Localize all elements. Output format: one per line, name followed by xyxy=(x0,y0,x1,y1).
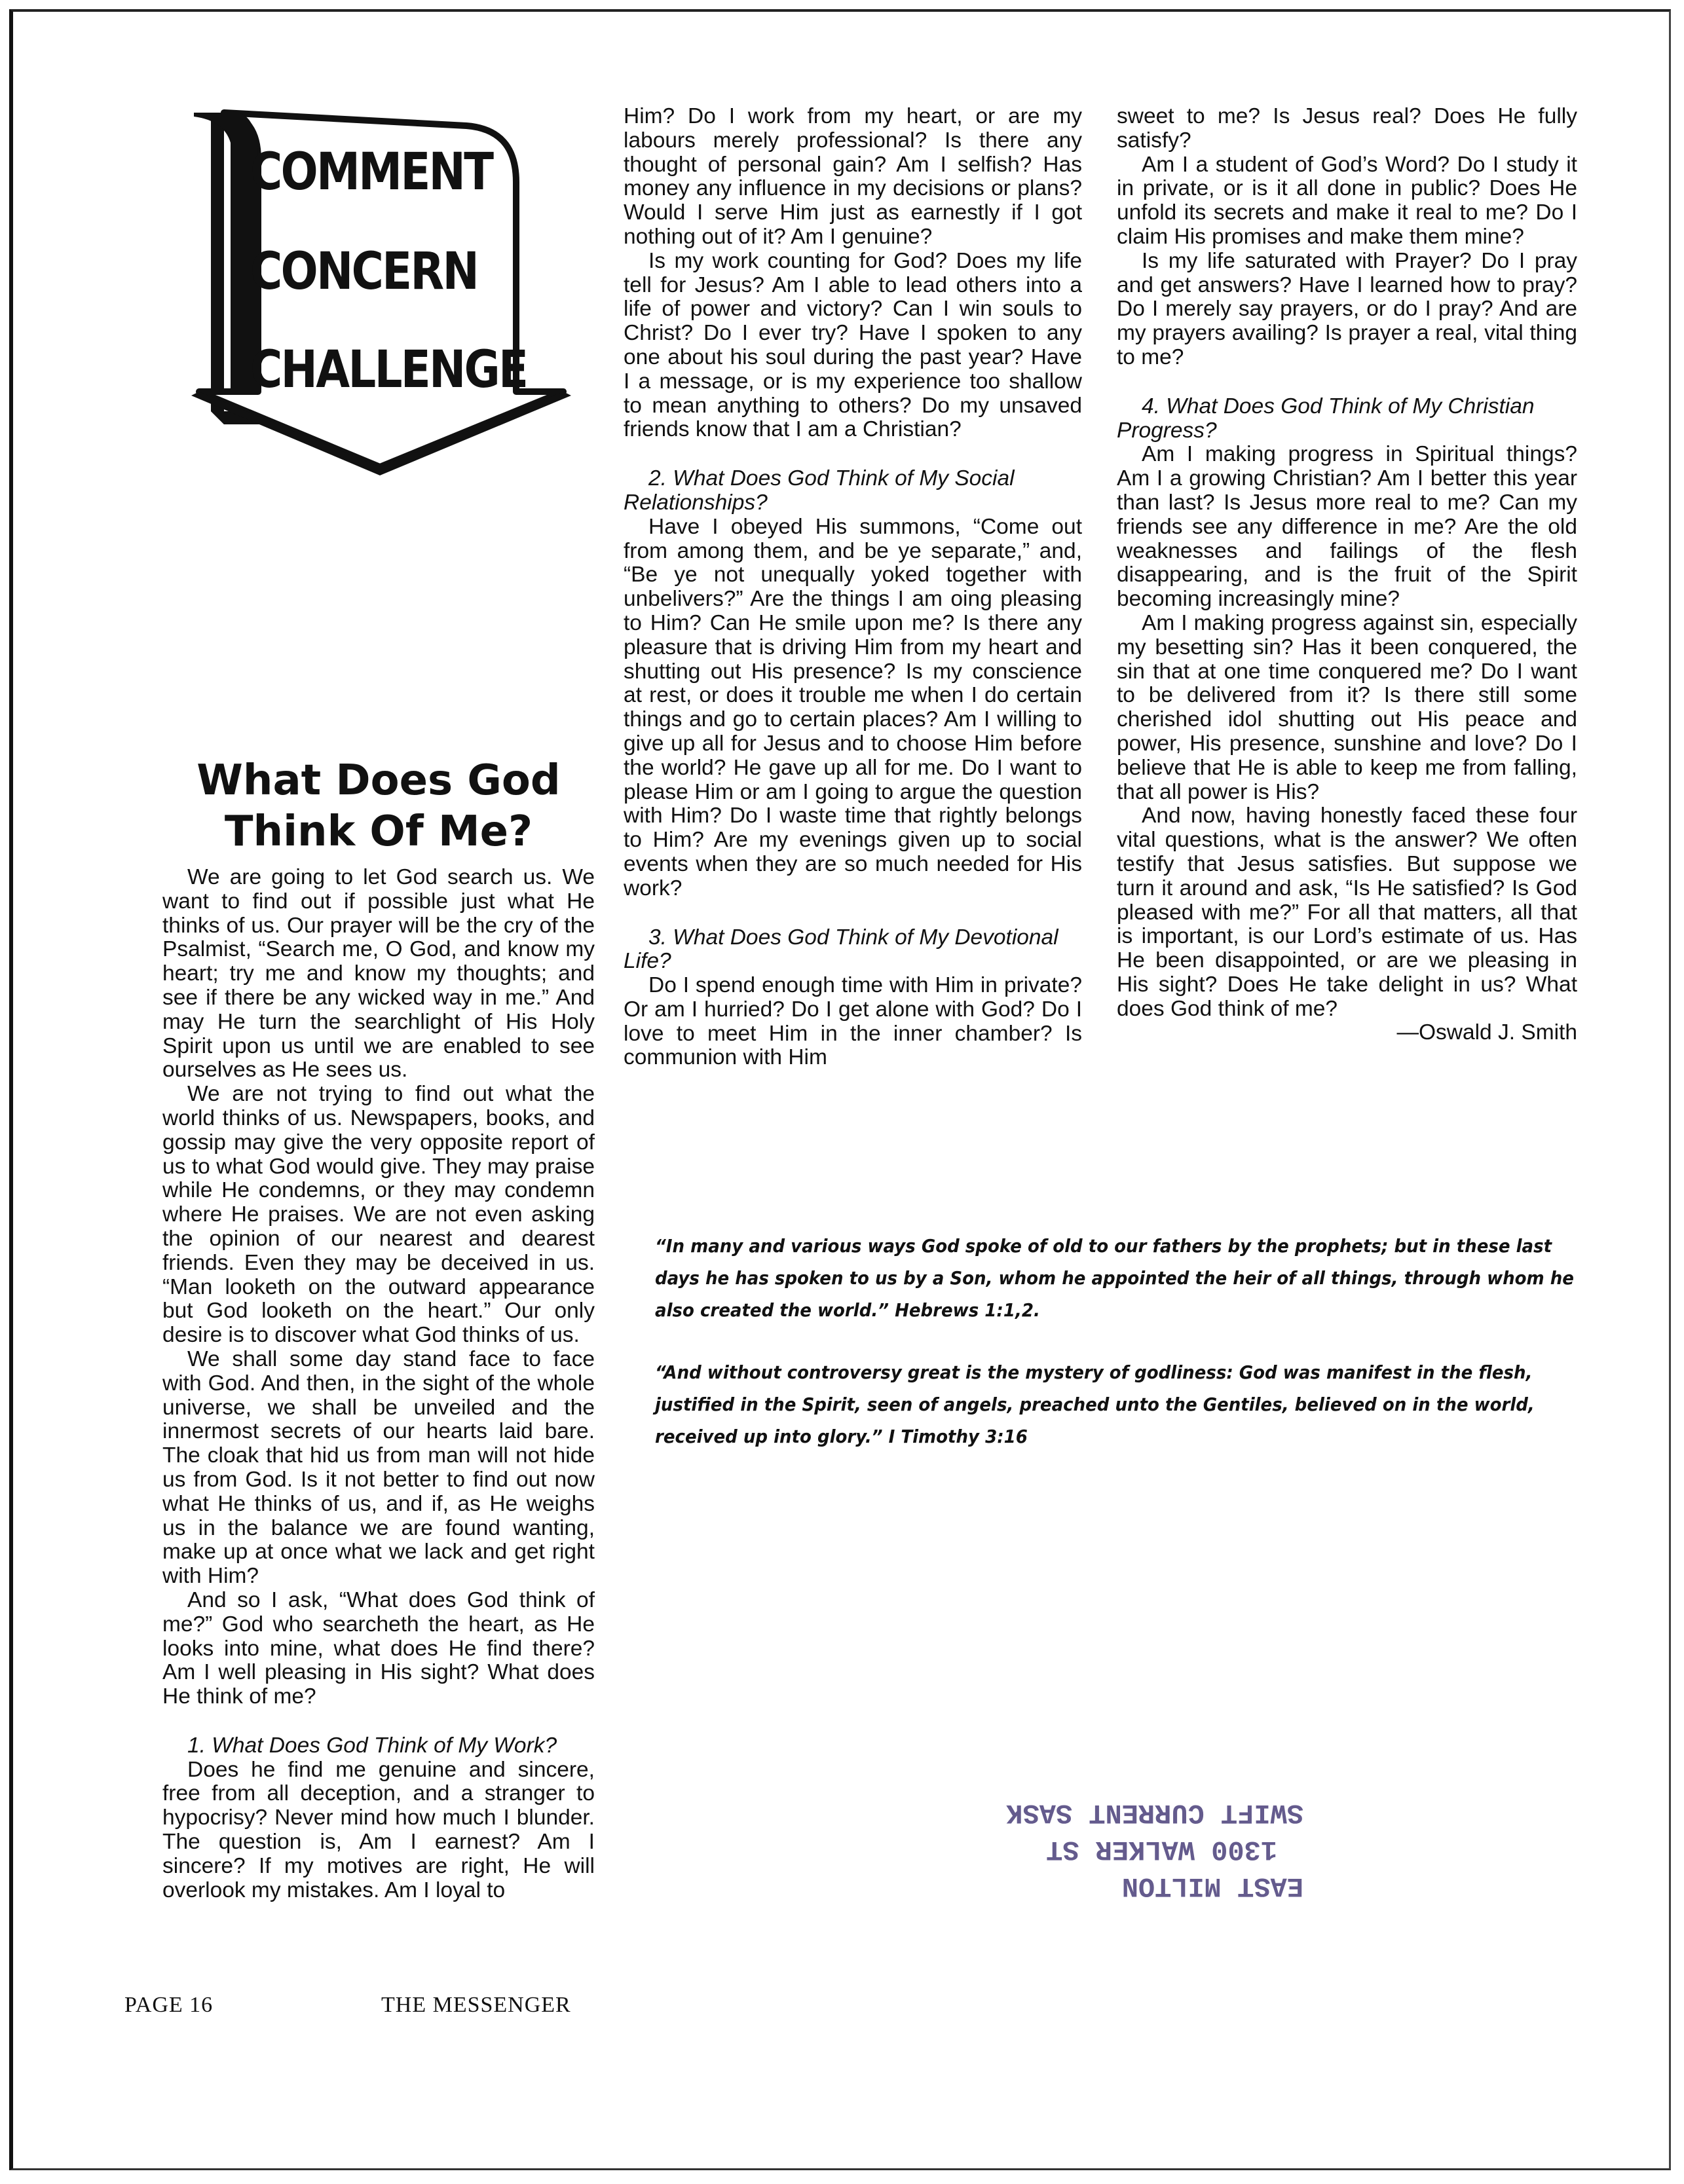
paragraph: We shall some day stand face to face with God. And then, in the sight of the whole universe, we shall be unveiled and the innermost secrets of our hearts laid bare. The cloak that hid us from man will not hide us from God. Is it not better to find out now what He thinks of us, and if, as He weighs us in the balance we are found wanting, make up at once what we lack and get right with Him? xyxy=(162,1346,595,1589)
logo-word-comment: COMMENT xyxy=(250,143,493,202)
scripture-quotes xyxy=(655,1230,1579,1483)
stamp-line: 1300 WALKER ST xyxy=(1046,1834,1277,1865)
stamp-line: EAST MILTON xyxy=(1121,1870,1303,1902)
paragraph: Do I spend enough time with Him in private? Or am I hurried? Do I get alone with God? Do I love to meet Him in the inner chamber? Is communion with Him xyxy=(624,973,1082,1070)
paragraph: Is my work counting for God? Does my life tell for Jesus? Am I able to lead others into a life of power and victory? Can I win souls to Christ? Do I ever try? Have I spoken to any one about his soul during the past year? Have I a message, or is my experience too shallow to mean anything to others? Do my unsaved friends know that I am a Christian? xyxy=(624,248,1082,442)
address-stamp xyxy=(937,1794,1303,1904)
section-heading-progress: 4. What Does God Think of My Christian Progress? xyxy=(1117,394,1535,443)
paragraph: Him? Do I work from my heart, or are my labours merely professional? Is there any thought of personal gain? Am I selfish? Has money any influence in my decisions or plans? Would I serve Him just as earnestly if I got nothing out of it? Am I genuine? xyxy=(624,104,1082,249)
paragraph: And now, having honestly faced these four vital questions, what is the answer? We often testify that Jesus satisfies. But suppose we turn it around and ask, “Is He satisfied? Is God pleased with me?” For all that matters, all that is important, is our Lord’s estimate of us. Has He been disappointed, or are we pleasing in His sight? Does He take delight in us? What does God think of me? xyxy=(1117,804,1577,1021)
article-title: What Does God Think Of Me? xyxy=(196,756,561,856)
paragraph: We are not trying to find out what the world thinks of us. Newspapers, books, and gossip may give the very opposite report of us to what God would give. They may praise while He condemns, or they may condemn where He praises. We are not even asking the opinion of our nearest and dearest friends. Even they may be deceived in us. “Man looketh on the outward appearance but God looketh on the heart.” Our only desire is to discover what God thinks of us. xyxy=(162,1082,595,1348)
section-heading-devotional: 3. What Does God Think of My Devotional Life? xyxy=(624,925,1058,974)
section-heading-social: 2. What Does God Think of My Social Relationships? xyxy=(624,466,1015,515)
article-column-3 xyxy=(1117,105,1577,1045)
paragraph: Am I making progress in Spiritual things? Am I a growing Christian? Am I better this year than last? Is Jesus more real to me? Can my friends see any difference in me? Are the old weaknesses and failings of the flesh disappearing, and is the fruit of the Spirit becoming increasingly mine? xyxy=(1117,442,1577,612)
paragraph: Is my life saturated with Prayer? Do I pray and get answers? Have I learned how to pray? Do I merely say prayers, or do I pray? And are my prayers availing? Is prayer a real, vital thing to me? xyxy=(1117,248,1577,369)
scripture-quote-timothy: “And without controversy great is the mystery of godliness: God was manifest in the flesh, justified in the Spirit, seen of angels, preached unto the Gentiles, believed on in the world, received up into glory.” I Timothy 3:16 xyxy=(655,1361,1535,1447)
stamp-line: SWIFT CURRENT SASK xyxy=(1006,1797,1303,1828)
paragraph: sweet to me? Is Jesus real? Does He fully satisfy? xyxy=(1117,104,1577,153)
publication-name: THE MESSENGER xyxy=(381,1993,571,2017)
paragraph: Does he find me genuine and sincere, free from all deception, and a stranger to hypocrisy? Never mind how much I blunder. The question is, Am I earnest? Am I sincere? If my motives are right, He will overlook my mistakes. Am I loyal to xyxy=(162,1757,595,1902)
paragraph: Am I making progress against sin, especially my besetting sin? Has it been conquered, the sin that at one time conquered me? Do I want to be delivered from it? Is there still some cherished idol shutting out His peace and power, His presence, sunshine and love? Do I believe that He is able to keep me from falling, that all power is His? xyxy=(1117,610,1577,804)
article-column-2 xyxy=(624,105,1082,1070)
comment-concern-challenge-logo xyxy=(185,103,578,477)
author-signature: —Oswald J. Smith xyxy=(1396,1020,1577,1045)
logo-word-challenge: CHALLENGE xyxy=(250,341,527,399)
article-column-1 xyxy=(162,866,595,1902)
paragraph: We are going to let God search us. We want to find out if possible just what He thinks of us. Our prayer will be the cry of the Psalmist, “Search me, O God, and know my heart; try me and know my thoughts; and see if there be any wicked way in me.” And may He turn the searchlight of His Holy Spirit upon us until we are enabled to see ourselves as He sees us. xyxy=(162,865,595,1083)
logo-word-concern: CONCERN xyxy=(250,242,478,301)
section-heading-work: 1. What Does God Think of My Work? xyxy=(187,1733,557,1758)
paragraph: Am I a student of God’s Word? Do I study it in private, or is it all done in public? Does He unfold its secrets and make it real to me? Do I claim His promises and make them mine? xyxy=(1117,152,1577,249)
scripture-quote-hebrews: “In many and various ways God spoke of old to our fathers by the prophets; but in these last days he has spoken to us by a Son, whom he appointed the heir of all things, through whom he also created the world.” Hebrews 1:1,2. xyxy=(655,1235,1574,1321)
page-number: PAGE 16 xyxy=(124,1993,214,2017)
paragraph: Have I obeyed His summons, “Come out from among them, and be ye separate,” and, “Be ye not unequally yoked together with unbelivers?” Are the things I am oing pleasing to Him? Can He smile upon me? Is there any pleasure that is driving Him from my heart and shutting out His presence? Is my conscience at rest, or does it trouble me when I do certain things and go to certain places? Am I willing to give up all for Jesus and to choose Him before the world? He gave up all for me. Do I want to please Him or am I going to argue the question with Him? Do I waste time that rightly belongs to Him? Are my evenings given up to social events when they are so much needed for His work? xyxy=(624,514,1082,900)
paragraph: And so I ask, “What does God think of me?” God who searcheth the heart, as He looks into mine, what does He find there? Am I well pleasing in His sight? What does He think of me? xyxy=(162,1587,595,1709)
